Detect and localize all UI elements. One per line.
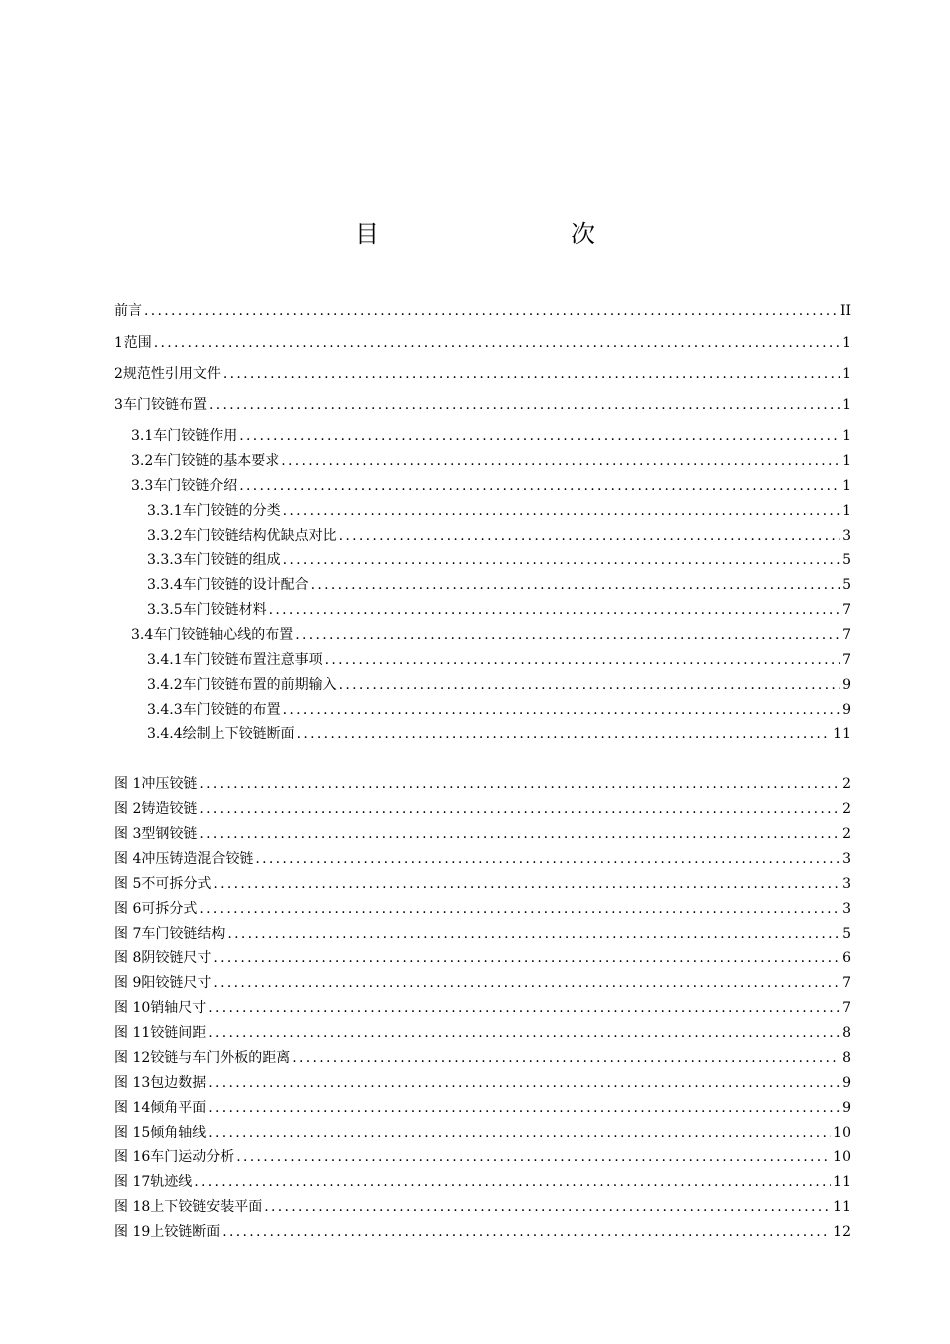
leader-dots [283,700,840,720]
figure-title: 型钢铰链 [141,826,198,842]
toc-entry-title: 车门铰链的分类 [182,503,281,519]
figure-title: 冲压铸造混合铰链 [141,851,254,867]
leader-dots [222,1222,831,1242]
figure-page: 9 [842,1075,851,1091]
leader-dots [239,426,840,446]
figure-page: 7 [842,975,851,991]
toc-entry[interactable] [114,451,851,471]
leader-dots [236,1147,831,1167]
figure-page: 7 [842,1000,851,1016]
figure-number: 图 16 [114,1149,151,1165]
toc-entry-number: 3.4.1 [147,652,183,668]
toc-entry[interactable] [114,301,851,321]
toc-entry-page: 9 [842,702,851,718]
figure-page: 2 [842,826,851,842]
leader-dots [213,973,840,993]
figure-title: 轨迹线 [150,1174,193,1190]
toc-entry-title: 车门铰链布置的前期输入 [182,677,337,693]
toc-entry-title: 车门铰链布置注意事项 [182,652,323,668]
figure-title: 销轴尺寸 [150,1000,207,1016]
toc-entry[interactable] [114,650,851,670]
page-title: 目 次 [355,220,643,248]
toc-entry[interactable] [114,700,851,720]
toc-entry-title: 车门铰链的基本要求 [153,453,280,469]
leader-dots [144,301,838,321]
toc-entry[interactable] [114,575,851,595]
figure-page: 12 [833,1224,851,1240]
toc-entry[interactable] [114,364,851,384]
leader-dots [208,1073,840,1093]
figure-number: 图 4 [114,851,142,867]
toc-entry-page: 1 [842,453,851,469]
leader-dots [239,476,840,496]
figure-title: 不可拆分式 [141,876,212,892]
toc-entry[interactable] [114,724,851,744]
figure-page: 5 [842,926,851,942]
figure-number: 图 11 [114,1025,151,1041]
toc-entry-title: 前言 [114,303,142,319]
figure-number: 图 13 [114,1075,151,1091]
leader-dots [339,675,840,695]
toc-entry-page: 7 [842,627,851,643]
figure-number: 图 3 [114,826,142,842]
toc-entry-page: 7 [842,652,851,668]
figure-number: 图 5 [114,876,142,892]
figure-entry[interactable] [114,774,851,794]
figure-page: 11 [833,1199,851,1215]
figure-title: 铰链间距 [150,1025,207,1041]
toc-entry-title: 规范性引用文件 [122,366,221,382]
figure-page: 2 [842,776,851,792]
toc-entry-page: 1 [842,335,851,351]
toc-entry-number: 3.4.4 [147,726,183,742]
toc-entry[interactable] [114,426,851,446]
leader-dots [208,1123,831,1143]
figure-number: 图 18 [114,1199,151,1215]
toc-entry-title: 车门铰链的设计配合 [182,577,309,593]
figure-entry[interactable] [114,998,851,1018]
figure-number: 图 7 [114,926,142,942]
figure-page: 2 [842,801,851,817]
toc-entry-page: II [839,303,851,319]
toc-entry-title: 车门铰链布置 [123,397,207,413]
figure-title: 车门运动分析 [150,1149,235,1165]
figure-entry[interactable] [114,899,851,919]
figure-title: 倾角平面 [150,1100,207,1116]
figure-entry[interactable] [114,1197,851,1217]
figure-number: 图 9 [114,975,142,991]
toc-entry-page: 1 [842,478,851,494]
figure-page: 3 [842,901,851,917]
leader-dots [194,1172,831,1192]
toc-entry[interactable] [114,625,851,645]
figure-title: 铰链与车门外板的距离 [150,1050,291,1066]
toc-entry-page: 5 [842,577,851,593]
toc-entry-number: 3.4 [131,627,154,643]
toc-entry-page: 1 [842,428,851,444]
leader-dots [199,899,840,919]
leader-dots [283,501,840,521]
toc-entry-page: 7 [842,602,851,618]
figure-number: 图 2 [114,801,142,817]
leader-dots [208,998,840,1018]
leader-dots [339,526,840,546]
figure-entry[interactable] [114,1147,851,1167]
figure-entry[interactable] [114,1023,851,1043]
figure-entry[interactable] [114,1172,851,1192]
toc-entry-page: 3 [842,528,851,544]
figure-number: 图 12 [114,1050,151,1066]
figure-title: 上下铰链安装平面 [150,1199,263,1215]
figure-entry[interactable] [114,824,851,844]
toc-entry-page: 5 [842,552,851,568]
figure-entry[interactable] [114,1073,851,1093]
leader-dots [292,1048,840,1068]
leader-dots [297,724,832,744]
toc-entry-number: 2 [114,366,123,382]
toc-entry[interactable] [114,395,851,415]
figure-entry[interactable] [114,849,851,869]
toc-entry-title: 绘制上下铰链断面 [182,726,295,742]
figure-number: 图 19 [114,1224,151,1240]
leader-dots [223,364,840,384]
toc-entry[interactable] [114,333,851,353]
toc-entry[interactable] [114,675,851,695]
toc-entry-number: 3.4.2 [147,677,183,693]
toc-entry-page: 1 [842,366,851,382]
figure-number: 图 6 [114,901,142,917]
toc-entry-title: 车门铰链的组成 [182,552,281,568]
leader-dots [199,799,840,819]
figure-title: 可拆分式 [141,901,198,917]
leader-dots [199,774,840,794]
figure-entry[interactable] [114,799,851,819]
leader-dots [325,650,840,670]
figure-title: 阴铰链尺寸 [141,950,212,966]
toc-entry-title: 范围 [123,335,152,351]
toc-entry-number: 3 [114,397,123,413]
leader-dots [269,600,840,620]
figure-entry[interactable] [114,948,851,968]
figure-page: 11 [833,1174,851,1190]
figure-number: 图 17 [114,1174,151,1190]
figure-page: 8 [842,1050,851,1066]
figure-number: 图 8 [114,950,142,966]
figure-page: 10 [833,1149,851,1165]
figure-page: 3 [842,851,851,867]
figure-page: 6 [842,950,851,966]
toc-entry-title: 车门铰链作用 [153,428,238,444]
figure-number: 图 10 [114,1000,151,1016]
leader-dots [209,395,840,415]
figure-title: 铸造铰链 [141,801,198,817]
toc-entry-title: 车门铰链介绍 [153,478,238,494]
toc-entry-number: 1 [114,335,123,351]
figure-page: 8 [842,1025,851,1041]
leader-dots [281,451,840,471]
toc-entry-number: 3.3.4 [147,577,183,593]
toc-entry-title: 车门铰链轴心线的布置 [153,627,294,643]
figure-title: 倾角轴线 [150,1125,207,1141]
figure-page: 10 [833,1125,851,1141]
toc-entry[interactable] [114,550,851,570]
figure-title: 阳铰链尺寸 [141,975,212,991]
toc-entry-number: 3.3.2 [147,528,183,544]
figure-title: 上铰链断面 [150,1224,221,1240]
toc-entry-title: 车门铰链结构优缺点对比 [182,528,337,544]
figure-number: 图 1 [114,776,142,792]
toc-entry-number: 3.3.5 [147,602,183,618]
leader-dots [227,924,840,944]
toc-entry-number: 3.3.1 [147,503,183,519]
toc-entry-page: 11 [833,726,851,742]
toc-entry-page: 1 [842,397,851,413]
figure-title: 冲压铰链 [141,776,198,792]
figure-entry[interactable] [114,1222,851,1242]
toc-entry[interactable] [114,526,851,546]
leader-dots [283,550,840,570]
toc-entry-number: 3.2 [131,453,154,469]
leader-dots [295,625,840,645]
figure-entry[interactable] [114,1098,851,1118]
leader-dots [311,575,840,595]
figure-page: 3 [842,876,851,892]
leader-dots [255,849,840,869]
toc-entry-number: 3.3.3 [147,552,183,568]
toc-entry[interactable] [114,600,851,620]
leader-dots [208,1098,840,1118]
toc-entry-number: 3.3 [131,478,154,494]
toc-entry-title: 车门铰链材料 [182,602,267,618]
leader-dots [154,333,840,353]
figure-entry[interactable] [114,924,851,944]
leader-dots [208,1023,840,1043]
figure-number: 图 15 [114,1125,151,1141]
leader-dots [199,824,840,844]
leader-dots [264,1197,831,1217]
figure-page: 9 [842,1100,851,1116]
toc-entry-number: 3.1 [131,428,154,444]
figure-entry[interactable] [114,973,851,993]
figure-title: 车门铰链结构 [141,926,226,942]
figure-entry[interactable] [114,1123,851,1143]
figure-number: 图 14 [114,1100,151,1116]
figure-entry[interactable] [114,1048,851,1068]
toc-entry-number: 3.4.3 [147,702,183,718]
figure-title: 包边数据 [150,1075,207,1091]
toc-entry-page: 1 [842,503,851,519]
toc-entry[interactable] [114,476,851,496]
leader-dots [213,948,840,968]
figure-entry[interactable] [114,874,851,894]
toc-entry-title: 车门铰链的布置 [182,702,281,718]
leader-dots [213,874,840,894]
toc-entry[interactable] [114,501,851,521]
toc-entry-page: 9 [842,677,851,693]
